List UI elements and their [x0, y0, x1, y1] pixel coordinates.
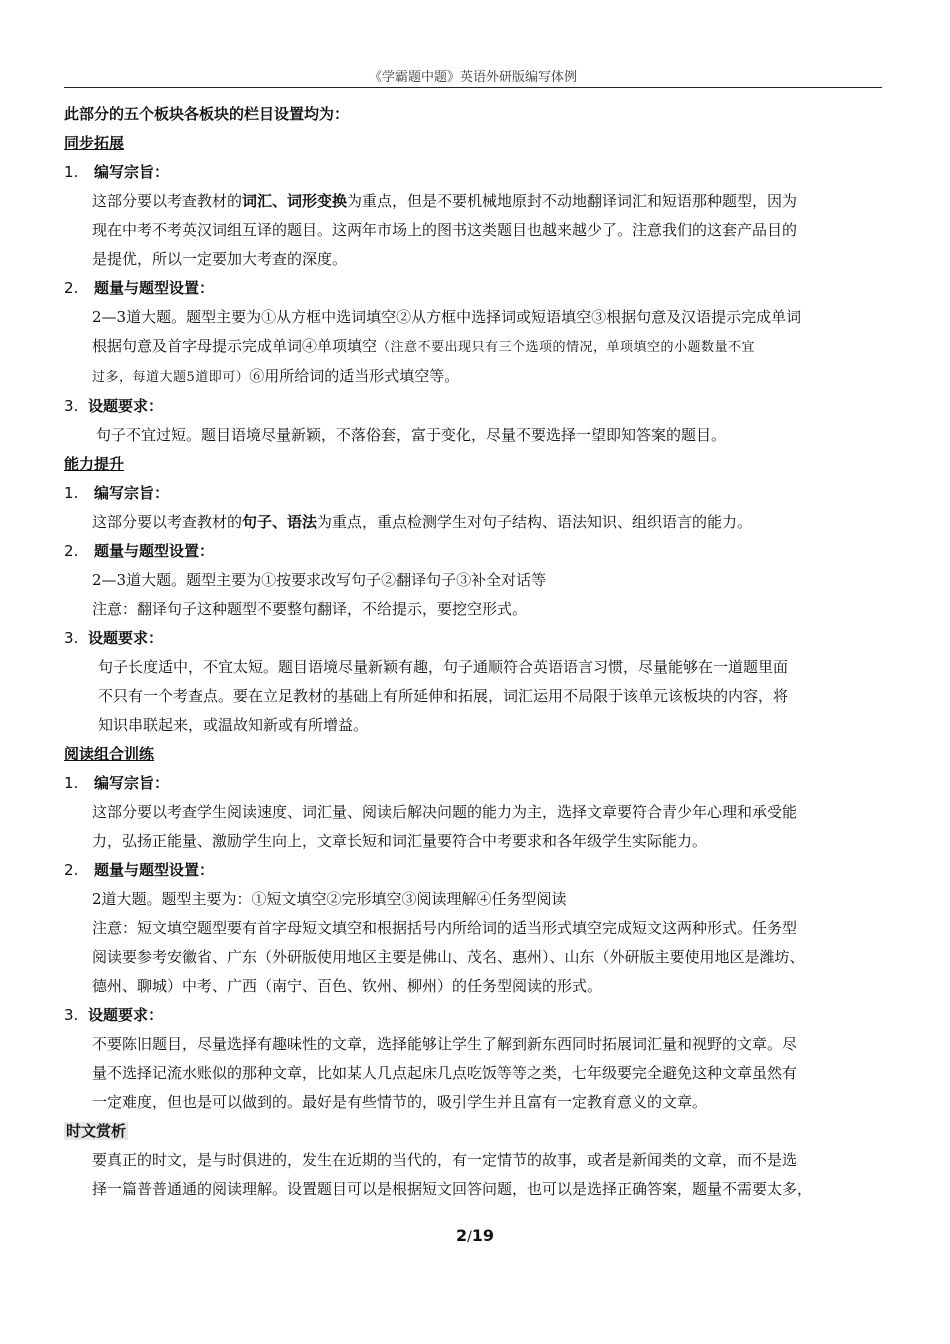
section-title-reading: 阅读组合训练 [64, 745, 155, 763]
item-types: 2. 题量与题型设置： [64, 279, 215, 297]
page-current: 2 [455, 1226, 468, 1245]
section-title-current-affairs: 时文赏析 [66, 1122, 127, 1140]
page-header: 《学霸题中题》英语外研版编写体例 [64, 66, 882, 88]
paragraph: 2道大题。题型主要为：①短文填空②完形填空③阅读理解④任务型阅读 [92, 890, 567, 908]
intro-line: 此部分的五个板块各板块的栏目设置均为： [64, 105, 350, 123]
page-number [0, 1226, 950, 1245]
paragraph: 句子长度适中，不宜太短。题目语境尽量新颖有趣，句子通顺符合英语语言习惯，尽量能够在一道题里面 [98, 658, 789, 676]
item-aim: 1. 编写宗旨： [64, 484, 170, 502]
paragraph: 力，弘扬正能量、激励学生向上，文章长短和词汇量要符合中考要求和各年级学生实际能力。 [92, 832, 708, 850]
paragraph: 要真正的时文，是与时俱进的，发生在近期的当代的，有一定情节的故事，或者是新闻类的文章，而不是选 [92, 1151, 798, 1169]
paragraph: 这部分要以考查学生阅读速度、词汇量、阅读后解决问题的能力为主，选择文章要符合青少年心理和承受能 [92, 803, 798, 821]
paragraph: 阅读要参考安徽省、广东（外研版使用地区主要是佛山、茂名、惠州）、山东（外研版主要使用地区是潍坊、 [92, 948, 805, 966]
paragraph: 这部分要以考查教材的词汇、词形变换为重点，但是不要机械地原封不动地翻译词汇和短语那种题型，因为 [92, 192, 798, 210]
paragraph: 句子不宜过短。题目语境尽量新颖，不落俗套，富于变化，尽量不要选择一望即知答案的题目。 [96, 426, 727, 444]
paragraph: 德州、聊城）中考、广西（南宁、百色、钦州、柳州）的任务型阅读的形式。 [92, 977, 603, 995]
item-req: 3. 设题要求： [64, 629, 164, 647]
item-aim: 1. 编写宗旨： [64, 163, 170, 181]
paragraph: 过多，每道大题5道即可）⑥用所给词的适当形式填空等。 [92, 367, 460, 385]
paragraph: 是提优，所以一定要加大考查的深度。 [92, 250, 348, 268]
paragraph: 注意：短文填空题型要有首字母短文填空和根据括号内所给词的适当形式填空完成短文这两种形式。任务型 [92, 919, 798, 937]
paragraph: 2—3道大题。题型主要为①从方框中选词填空②从方框中选择词或短语填空③根据句意及汉语提示完成单词 [92, 308, 802, 326]
paragraph: 2—3道大题。题型主要为①按要求改写句子②翻译句子③补全对话等 [92, 571, 547, 589]
item-aim: 1. 编写宗旨： [64, 774, 170, 792]
paragraph: 量不选择记流水账似的那种文章，比如某人几点起床几点吃饭等等之类，七年级要完全避免这种文章虽然有 [92, 1064, 798, 1082]
paragraph: 根据句意及首字母提示完成单词④单项填空（注意不要出现只有三个选项的情况，单项填空的小题数量不宜 [92, 337, 756, 355]
paragraph: 不只有一个考查点。要在立足教材的基础上有所延伸和拓展，词汇运用不局限于该单元该板块的内容，将 [98, 687, 789, 705]
page-total: 19 [471, 1226, 495, 1245]
section-title-sync: 同步拓展 [64, 134, 125, 152]
paragraph: 一定难度，但也是可以做到的。最好是有些情节的，吸引学生并且富有一定教育意义的文章。 [92, 1093, 708, 1111]
item-req: 3. 设题要求： [64, 397, 164, 415]
item-types: 2. 题量与题型设置： [64, 542, 215, 560]
paragraph: 现在中考不考英汉词组互译的题目。这两年市场上的图书这类题目也越来越少了。注意我们的这套产品目的 [92, 221, 798, 239]
item-types: 2. 题量与题型设置： [64, 861, 215, 879]
paragraph: 注意：翻译句子这种题型不要整句翻译，不给提示，要挖空形式。 [92, 600, 528, 618]
paragraph: 不要陈旧题目，尽量选择有趣味性的文章，选择能够让学生了解到新东西同时拓展词汇量和视野的文章。尽 [92, 1035, 798, 1053]
page-separator: / [467, 1229, 472, 1245]
paragraph: 择一篇普普通通的阅读理解。设置题目可以是根据短文回答问题，也可以是选择正确答案，题量不需要太多， [92, 1180, 813, 1198]
document-body [64, 100, 884, 1204]
item-req: 3. 设题要求： [64, 1006, 164, 1024]
paragraph: 知识串联起来，或温故知新或有所增益。 [98, 716, 369, 734]
section-title-ability: 能力提升 [64, 455, 125, 473]
paragraph: 这部分要以考查教材的句子、语法为重点，重点检测学生对句子结构、语法知识、组织语言的能力。 [92, 513, 753, 531]
